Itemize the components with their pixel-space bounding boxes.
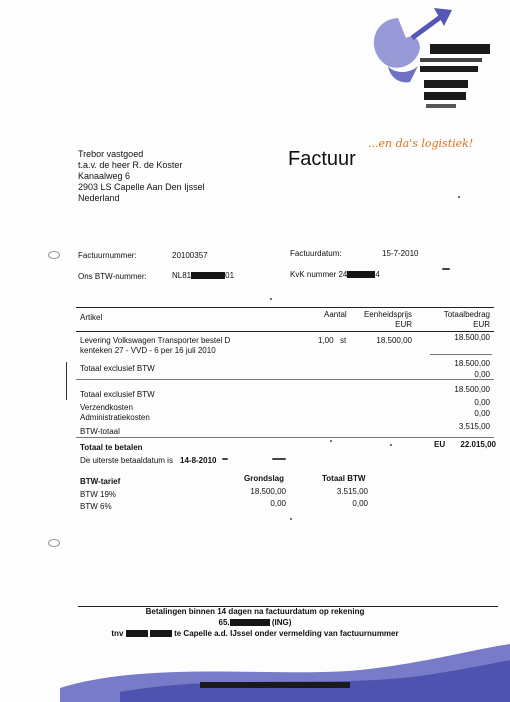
vat-row-base: 0,00 bbox=[270, 499, 286, 508]
invoice-date-label: Factuurdatum: bbox=[290, 249, 342, 258]
vat-row-base: 18.500,00 bbox=[250, 487, 286, 496]
col-qty-header: Aantal bbox=[324, 310, 347, 319]
document-title: Factuur bbox=[288, 148, 356, 170]
payment-deadline-value: 14-8-2010 bbox=[180, 456, 217, 465]
punch-hole-mark bbox=[48, 539, 60, 547]
item-qty: 1,00 bbox=[318, 336, 334, 345]
subtotal-extra: 0,00 bbox=[474, 370, 490, 379]
item-total: 18.500,00 bbox=[454, 333, 490, 342]
recipient-attention: t.a.v. de heer R. de Koster bbox=[78, 160, 183, 170]
item-unit: st bbox=[340, 336, 347, 345]
item-description-line1: Levering Volkswagen Transporter bestel D bbox=[80, 336, 231, 345]
vat-row-total: 3.515,00 bbox=[336, 487, 368, 496]
summary-shipping-label: Verzendkosten bbox=[80, 403, 133, 412]
vat-rate-header: BTW-tarief bbox=[80, 477, 121, 486]
col-total-header: Totaalbedrag bbox=[443, 310, 490, 319]
vat-base-header: Grondslag bbox=[244, 474, 285, 483]
recipient-street: Kanaalweg 6 bbox=[78, 171, 131, 181]
footer-account-number: 65. (ING) bbox=[218, 618, 292, 627]
summary-admin-label: Administratiekosten bbox=[80, 413, 150, 422]
payment-deadline-label: De uiterste betaaldatum is bbox=[80, 456, 173, 465]
invoice-date: 15-7-2010 bbox=[382, 249, 419, 258]
company-tagline: ...en da's logistiek! bbox=[368, 137, 474, 150]
subtotal-label: Totaal exclusief BTW bbox=[80, 364, 155, 373]
vat-row-rate: BTW 6% bbox=[80, 502, 112, 511]
punch-hole-mark bbox=[48, 251, 60, 259]
col-article-header: Artikel bbox=[80, 313, 103, 322]
margin-mark bbox=[66, 362, 67, 400]
vat-number-label: Ons BTW-nummer: bbox=[78, 272, 147, 281]
vat-row-total: 0,00 bbox=[352, 499, 368, 508]
col-total-currency: EUR bbox=[473, 320, 490, 329]
total-due-currency: EU bbox=[434, 440, 446, 449]
summary-admin-value: 0,00 bbox=[474, 409, 490, 418]
col-unit-price-currency: EUR bbox=[395, 320, 412, 329]
subtotal-value: 18.500,00 bbox=[454, 359, 490, 368]
invoice-number: 20100357 bbox=[172, 251, 208, 260]
redacted-block bbox=[347, 271, 375, 278]
vat-row-rate: BTW 19% bbox=[80, 490, 117, 499]
summary-shipping-value: 0,00 bbox=[474, 398, 490, 407]
item-unit-price: 18.500,00 bbox=[376, 336, 412, 345]
invoice-number-label: Factuurnummer: bbox=[78, 251, 137, 260]
redacted-block bbox=[230, 619, 270, 626]
col-unit-price-header: Eenheidsprijs bbox=[363, 310, 412, 319]
footer-wave bbox=[0, 630, 510, 702]
recipient-name: Trebor vastgoed bbox=[78, 149, 144, 159]
redacted-block bbox=[191, 272, 225, 279]
total-due-label: Totaal te betalen bbox=[80, 443, 143, 452]
vat-total-header: Totaal BTW bbox=[322, 474, 366, 483]
total-due-value: 22.015,00 bbox=[460, 440, 496, 449]
recipient-city: 2903 LS Capelle Aan Den Ijssel bbox=[78, 182, 205, 192]
vat-number: NL81 01 bbox=[172, 271, 235, 280]
summary-vat-value: 3.515,00 bbox=[458, 422, 490, 431]
footer-account-holder: tnv te Capelle a.d. IJssel onder vermelding van factuurnummer bbox=[111, 629, 399, 638]
footer-payment-terms: Betalingen binnen 14 dagen na factuurdatum op rekening bbox=[145, 607, 365, 616]
company-logo bbox=[360, 4, 510, 139]
summary-vat-label: BTW-totaal bbox=[80, 427, 120, 436]
kvk-number: KvK nummer 24 4 bbox=[290, 270, 380, 279]
summary-excl-label: Totaal exclusief BTW bbox=[80, 390, 155, 399]
recipient-country: Nederland bbox=[78, 193, 120, 203]
item-description-line2: kenteken 27 - VVD - 6 per 16 juli 2010 bbox=[80, 346, 216, 355]
summary-excl-value: 18.500,00 bbox=[454, 385, 490, 394]
